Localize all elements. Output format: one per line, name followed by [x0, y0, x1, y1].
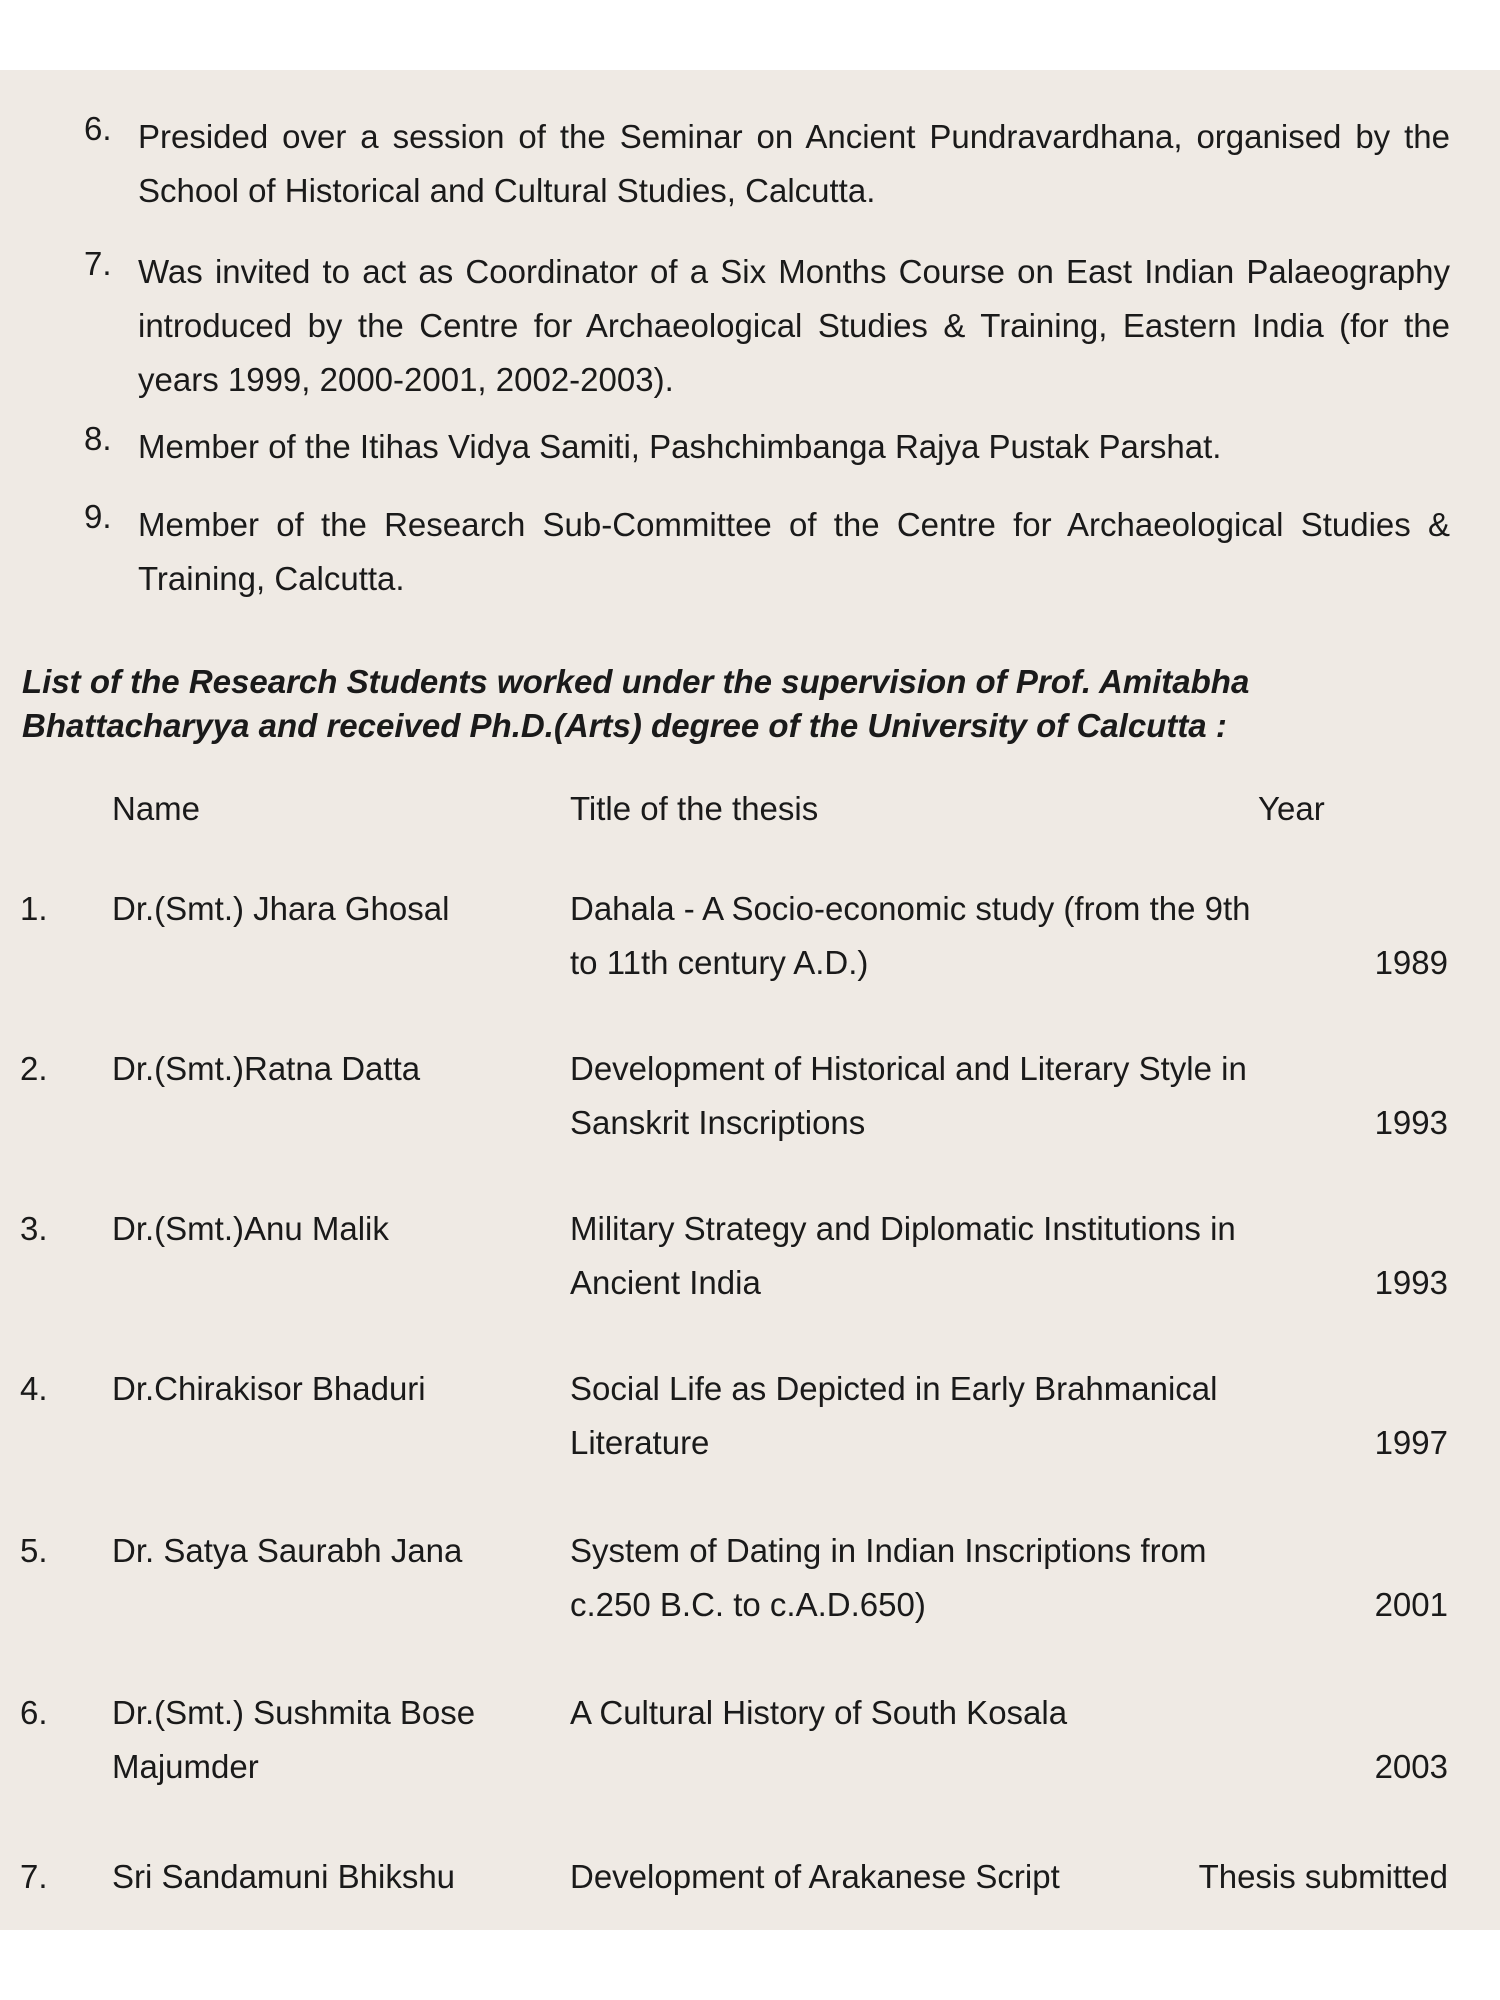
thesis-year: 2001	[1374, 1586, 1448, 1623]
row-number: 6.	[20, 1694, 48, 1731]
item-number: 6.	[84, 110, 112, 147]
student-name: Sri Sandamuni Bhikshu	[112, 1858, 456, 1895]
thesis-year: 2003	[1374, 1748, 1448, 1785]
student-name: Dr.(Smt.) Sushmita Bose Majumder	[112, 1694, 476, 1785]
thesis-title: Development of Historical and Literary Style in Sanskrit Inscriptions	[570, 1050, 1247, 1141]
thesis-year: 1993	[1374, 1104, 1448, 1141]
thesis-title: Military Strategy and Diplomatic Institutions in Ancient India	[570, 1210, 1236, 1301]
item-number: 9.	[84, 498, 112, 535]
column-header-year: Year	[1258, 790, 1325, 827]
student-name: Dr.(Smt.) Jhara Ghosal	[112, 890, 450, 927]
thesis-year: 1993	[1374, 1264, 1448, 1301]
thesis-title: Dahala - A Socio-economic study (from the 9th to 11th century A.D.)	[570, 890, 1251, 981]
row-number: 4.	[20, 1370, 48, 1407]
item-number: 8.	[84, 420, 112, 457]
student-name: Dr.Chirakisor Bhaduri	[112, 1370, 426, 1407]
student-name: Dr. Satya Saurabh Jana	[112, 1532, 463, 1569]
item-text: Member of the Research Sub-Committee of the Centre for Archaeological Studies & Training, Calcutta.	[138, 506, 1450, 597]
thesis-title: System of Dating in Indian Inscriptions from c.250 B.C. to c.A.D.650)	[570, 1532, 1207, 1623]
row-number: 7.	[20, 1858, 48, 1895]
student-name: Dr.(Smt.)Anu Malik	[112, 1210, 389, 1247]
row-number: 3.	[20, 1210, 48, 1247]
thesis-year: 1997	[1374, 1424, 1448, 1461]
thesis-title: A Cultural History of South Kosala	[570, 1694, 1068, 1731]
column-header-name: Name	[112, 790, 201, 827]
row-number: 5.	[20, 1532, 48, 1569]
row-number: 1.	[20, 890, 48, 927]
section-heading: List of the Research Students worked under the supervision of Prof. Amitabha Bhattacharyya and received Ph.D.(Arts) degree of the University of Calcutta :	[22, 663, 1250, 744]
thesis-title: Social Life as Depicted in Early Brahmanical Literature	[570, 1370, 1218, 1461]
thesis-year: Thesis submitted	[1198, 1858, 1448, 1895]
item-text: Presided over a session of the Seminar on Ancient Pundravardhana, organised by the School of Historical and Cultural Studies, Calcutta.	[138, 118, 1450, 209]
column-header-title: Title of the thesis	[570, 790, 819, 827]
item-text: Member of the Itihas Vidya Samiti, Pashchimbanga Rajya Pustak Parshat.	[138, 428, 1222, 465]
item-text: Was invited to act as Coordinator of a Six Months Course on East Indian Palaeography introduced by the Centre for Archaeological Studies & Training, Eastern India (for the years 1999, 2000-2001, 2002-2003).	[138, 253, 1450, 398]
student-name: Dr.(Smt.)Ratna Datta	[112, 1050, 421, 1087]
item-number: 7.	[84, 245, 112, 282]
thesis-year: 1989	[1374, 944, 1448, 981]
row-number: 2.	[20, 1050, 48, 1087]
thesis-title: Development of Arakanese Script	[570, 1858, 1060, 1895]
